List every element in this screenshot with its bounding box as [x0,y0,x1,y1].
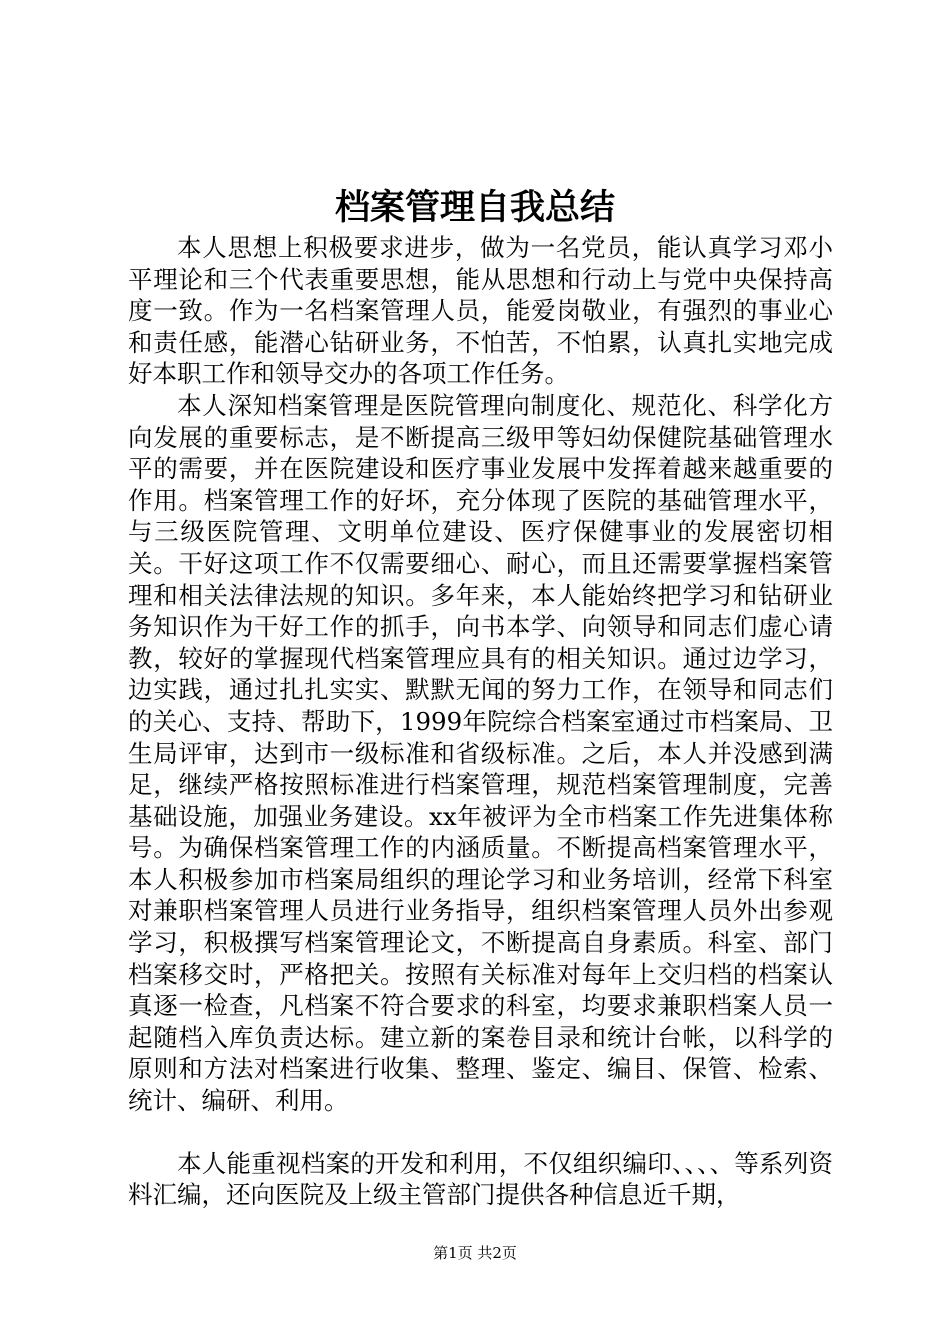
paragraph-political-attitude: 本人思想上积极要求进步，做为一名党员，能认真学习邓小平理论和三个代表重要思想，能从思想和行动上与党中央保持高度一致。作为一名档案管理人员，能爱岗敬业，有强烈的事业心和责任感，能潜心钻研业务，不怕苦，不怕累，认真扎实地完成好本职工作和领导交办的各项工作任务。 [128,233,833,389]
paragraph-archive-management-work: 本人深知档案管理是医院管理向制度化、规范化、科学化方向发展的重要标志，是不断提高三级甲等妇幼保健院基础管理水平的需要，并在医院建设和医疗事业发展中发挥着越来越重要的作用。档案管理工作的好坏，充分体现了医院的基础管理水平，与三级医院管理、文明单位建设、医疗保健事业的发展密切相关。干好这项工作不仅需要细心、耐心，而且还需要掌握档案管理和相关法律法规的知识。多年来，本人能始终把学习和钻研业务知识作为干好工作的抓手，向书本学、向领导和同志们虚心请教，较好的掌握现代档案管理应具有的相关知识。通过边学习，边实践，通过扎扎实实、默默无闻的努力工作，在领导和同志们的关心、支持、帮助下，1999年院综合档案室通过市档案局、卫生局评审，达到市一级标准和省级标准。之后，本人并没感到满足，继续严格按照标准进行档案管理，规范档案管理制度，完善基础设施，加强业务建设。xx年被评为全市档案工作先进集体称号。为确保档案管理工作的内涵质量。不断提高档案管理水平，本人积极参加市档案局组织的理论学习和业务培训，经常下科室对兼职档案管理人员进行业务指导，组织档案管理人员外出参观学习，积极撰写档案管理论文，不断提高自身素质。科室、部门档案移交时，严格把关。按照有关标准对每年上交归档的档案认真逐一检查，凡档案不符合要求的科室，均要求兼职档案人员一起随档入库负责达标。建立新的案卷目录和统计台帐，以科学的原则和方法对档案进行收集、整理、鉴定、编目、保管、检索、统计、编研、利用。 [128,390,833,1116]
page-footer: 第1页 共2页 [433,1244,517,1262]
paragraph-archive-utilization: 本人能重视档案的开发和利用，不仅组织编印、、、、等系列资料汇编，还向医院及上级主管部门提供各种信息近千期， [128,1148,833,1210]
document-body [128,232,833,1211]
document-title: 档案管理自我总结 [334,187,615,228]
